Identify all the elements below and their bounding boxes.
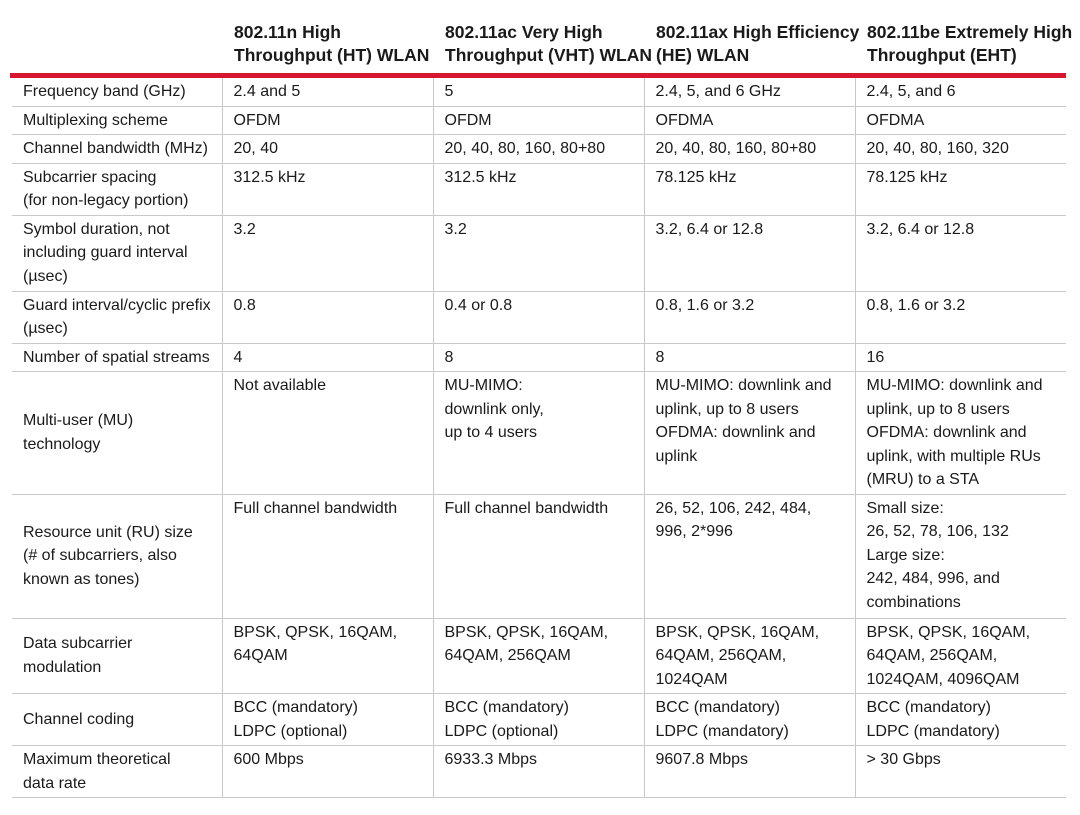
table-cell: MU-MIMO: downlink and uplink, up to 8 users OFDMA: downlink and uplink, with multiple RUs (MRU) to a STA: [855, 372, 1066, 495]
row-label: Resource unit (RU) size (# of subcarriers, also known as tones): [12, 494, 222, 618]
table-cell: 8: [433, 343, 644, 372]
table-cell: 20, 40, 80, 160, 80+80: [433, 135, 644, 164]
row-label: Multi-user (MU) technology: [12, 372, 222, 495]
table-cell: > 30 Gbps: [855, 746, 1066, 798]
table-cell: OFDM: [222, 106, 433, 135]
table-cell: 4: [222, 343, 433, 372]
header-col-80211be: 802.11be Extremely High Throughput (EHT): [867, 22, 1073, 65]
table-cell: 0.8, 1.6 or 3.2: [855, 291, 1066, 343]
table-cell: Not available: [222, 372, 433, 495]
table-cell: OFDMA: [644, 106, 855, 135]
table-cell: 0.4 or 0.8: [433, 291, 644, 343]
table-cell: BPSK, QPSK, 16QAM, 64QAM, 256QAM: [433, 618, 644, 694]
table-row: [12, 135, 1066, 164]
row-label: Channel coding: [12, 694, 222, 746]
table-cell: 3.2, 6.4 or 12.8: [855, 215, 1066, 291]
table-cell: 9607.8 Mbps: [644, 746, 855, 798]
table-cell: OFDM: [433, 106, 644, 135]
table-cell: 312.5 kHz: [222, 163, 433, 215]
table-cell: 78.125 kHz: [644, 163, 855, 215]
table-cell: BPSK, QPSK, 16QAM, 64QAM, 256QAM, 1024QAM, 4096QAM: [855, 618, 1066, 694]
header-col-80211ax: 802.11ax High Efficiency (HE) WLAN: [656, 22, 860, 65]
table-cell: BCC (mandatory) LDPC (mandatory): [855, 694, 1066, 746]
table-row: [12, 746, 1066, 798]
row-label: Data subcarrier modulation: [12, 618, 222, 694]
table-cell: 16: [855, 343, 1066, 372]
row-label: Guard interval/cyclic prefix (µsec): [12, 291, 222, 343]
table-cell: 78.125 kHz: [855, 163, 1066, 215]
table-cell: 600 Mbps: [222, 746, 433, 798]
table-cell: 6933.3 Mbps: [433, 746, 644, 798]
table-cell: 20, 40: [222, 135, 433, 164]
table-cell: 8: [644, 343, 855, 372]
row-label: Channel bandwidth (MHz): [12, 135, 222, 164]
table-row: [12, 106, 1066, 135]
row-label: Subcarrier spacing (for non-legacy portion): [12, 163, 222, 215]
table-row: [12, 78, 1066, 106]
table-cell: BCC (mandatory) LDPC (mandatory): [644, 694, 855, 746]
row-label: Number of spatial streams: [12, 343, 222, 372]
table-cell: 2.4, 5, and 6: [855, 78, 1066, 106]
table-cell: 0.8: [222, 291, 433, 343]
table-cell: BPSK, QPSK, 16QAM, 64QAM, 256QAM, 1024QAM: [644, 618, 855, 694]
table-cell: Small size: 26, 52, 78, 106, 132 Large size: 242, 484, 996, and combinations: [855, 494, 1066, 618]
table-row: [12, 372, 1066, 495]
row-label: Symbol duration, not including guard interval (µsec): [12, 215, 222, 291]
table-row: [12, 215, 1066, 291]
table-row: [12, 618, 1066, 694]
table-cell: 3.2: [433, 215, 644, 291]
table-row: [12, 343, 1066, 372]
wlan-comparison-table: [12, 78, 1066, 798]
table-row: [12, 163, 1066, 215]
table-cell: 20, 40, 80, 160, 320: [855, 135, 1066, 164]
table-row: [12, 494, 1066, 618]
table-cell: OFDMA: [855, 106, 1066, 135]
row-label: Maximum theoretical data rate: [12, 746, 222, 798]
table-cell: MU-MIMO: downlink only, up to 4 users: [433, 372, 644, 495]
table-row: [12, 694, 1066, 746]
table-cell: 0.8, 1.6 or 3.2: [644, 291, 855, 343]
table-cell: BPSK, QPSK, 16QAM, 64QAM: [222, 618, 433, 694]
table-cell: 20, 40, 80, 160, 80+80: [644, 135, 855, 164]
table-cell: MU-MIMO: downlink and uplink, up to 8 users OFDMA: downlink and uplink: [644, 372, 855, 495]
table-cell: Full channel bandwidth: [433, 494, 644, 618]
table-cell: 3.2: [222, 215, 433, 291]
table-cell: BCC (mandatory) LDPC (optional): [433, 694, 644, 746]
header-col-80211n: 802.11n High Throughput (HT) WLAN: [234, 22, 430, 65]
table-cell: 3.2, 6.4 or 12.8: [644, 215, 855, 291]
header-col-80211ac: 802.11ac Very High Throughput (VHT) WLAN: [445, 22, 653, 65]
table-row: [12, 291, 1066, 343]
table-cell: 5: [433, 78, 644, 106]
table-header: [0, 0, 1080, 73]
table-cell: Full channel bandwidth: [222, 494, 433, 618]
table-cell: 312.5 kHz: [433, 163, 644, 215]
row-label: Frequency band (GHz): [12, 78, 222, 106]
table-cell: 26, 52, 106, 242, 484, 996, 2*996: [644, 494, 855, 618]
table-cell: 2.4 and 5: [222, 78, 433, 106]
table-cell: 2.4, 5, and 6 GHz: [644, 78, 855, 106]
row-label: Multiplexing scheme: [12, 106, 222, 135]
table-cell: BCC (mandatory) LDPC (optional): [222, 694, 433, 746]
